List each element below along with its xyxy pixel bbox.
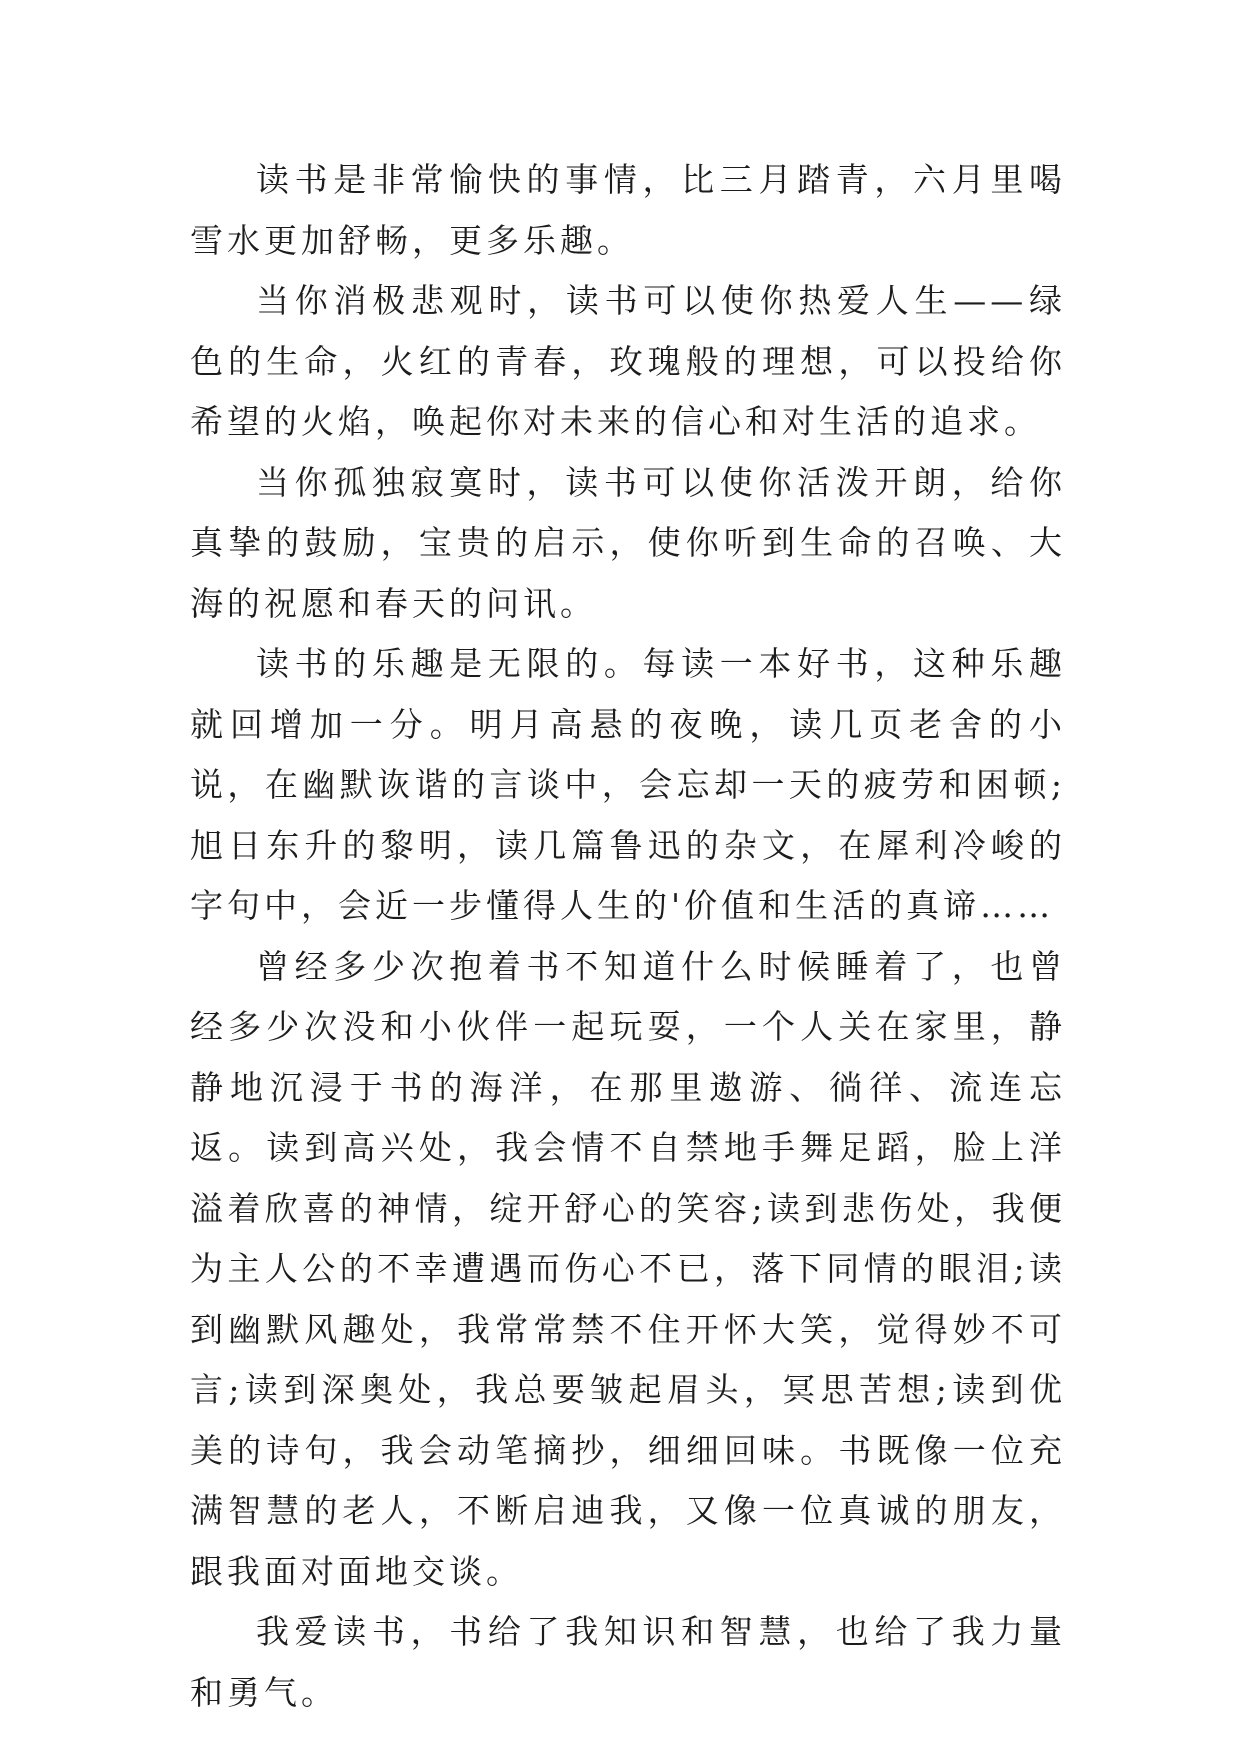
paragraph: 我爱读书，书给了我知识和智慧，也给了我力量和勇气。	[190, 1612, 1066, 1712]
document-body	[190, 150, 1066, 1723]
paragraph: 曾经多少次抱着书不知道什么时候睡着了，也曾经多少次没和小伙伴一起玩耍，一个人关在家里，静静地沉浸于书的海洋，在那里遨游、徜徉、流连忘返。读到高兴处，我会情不自禁地手舞足蹈，脸上洋溢着欣喜的神情，绽开舒心的笑容;读到悲伤处，我便为主人公的不幸遭遇而伤心不已，落下同情的眼泪;读到幽默风趣处，我常常禁不住开怀大笑，觉得妙不可言;读到深奥处，我总要皱起眉头，冥思苦想;读到优美的诗句，我会动笔摘抄，细细回味。书既像一位充满智慧的老人，不断启迪我，又像一位真诚的朋友，跟我面对面地交谈。	[190, 946, 1066, 1591]
paragraph: 当你孤独寂寞时，读书可以使你活泼开朗，给你真挚的鼓励，宝贵的启示，使你听到生命的召唤、大海的祝愿和春天的问讯。	[190, 462, 1066, 623]
paragraph: 当你消极悲观时，读书可以使你热爱人生——绿色的生命，火红的青春，玫瑰般的理想，可以投给你希望的火焰，唤起你对未来的信心和对生活的追求。	[190, 281, 1066, 441]
paragraph: 读书是非常愉快的事情，比三月踏青，六月里喝雪水更加舒畅，更多乐趣。	[190, 160, 1066, 260]
paragraph: 读书的乐趣是无限的。每读一本好书，这种乐趣就回增加一分。明月高悬的夜晚，读几页老舍的小说，在幽默诙谐的言谈中，会忘却一天的疲劳和困顿;旭日东升的黎明，读几篇鲁迅的杂文，在犀利冷峻的字句中，会近一步懂得人生的'价值和生活的真谛……	[190, 644, 1066, 925]
